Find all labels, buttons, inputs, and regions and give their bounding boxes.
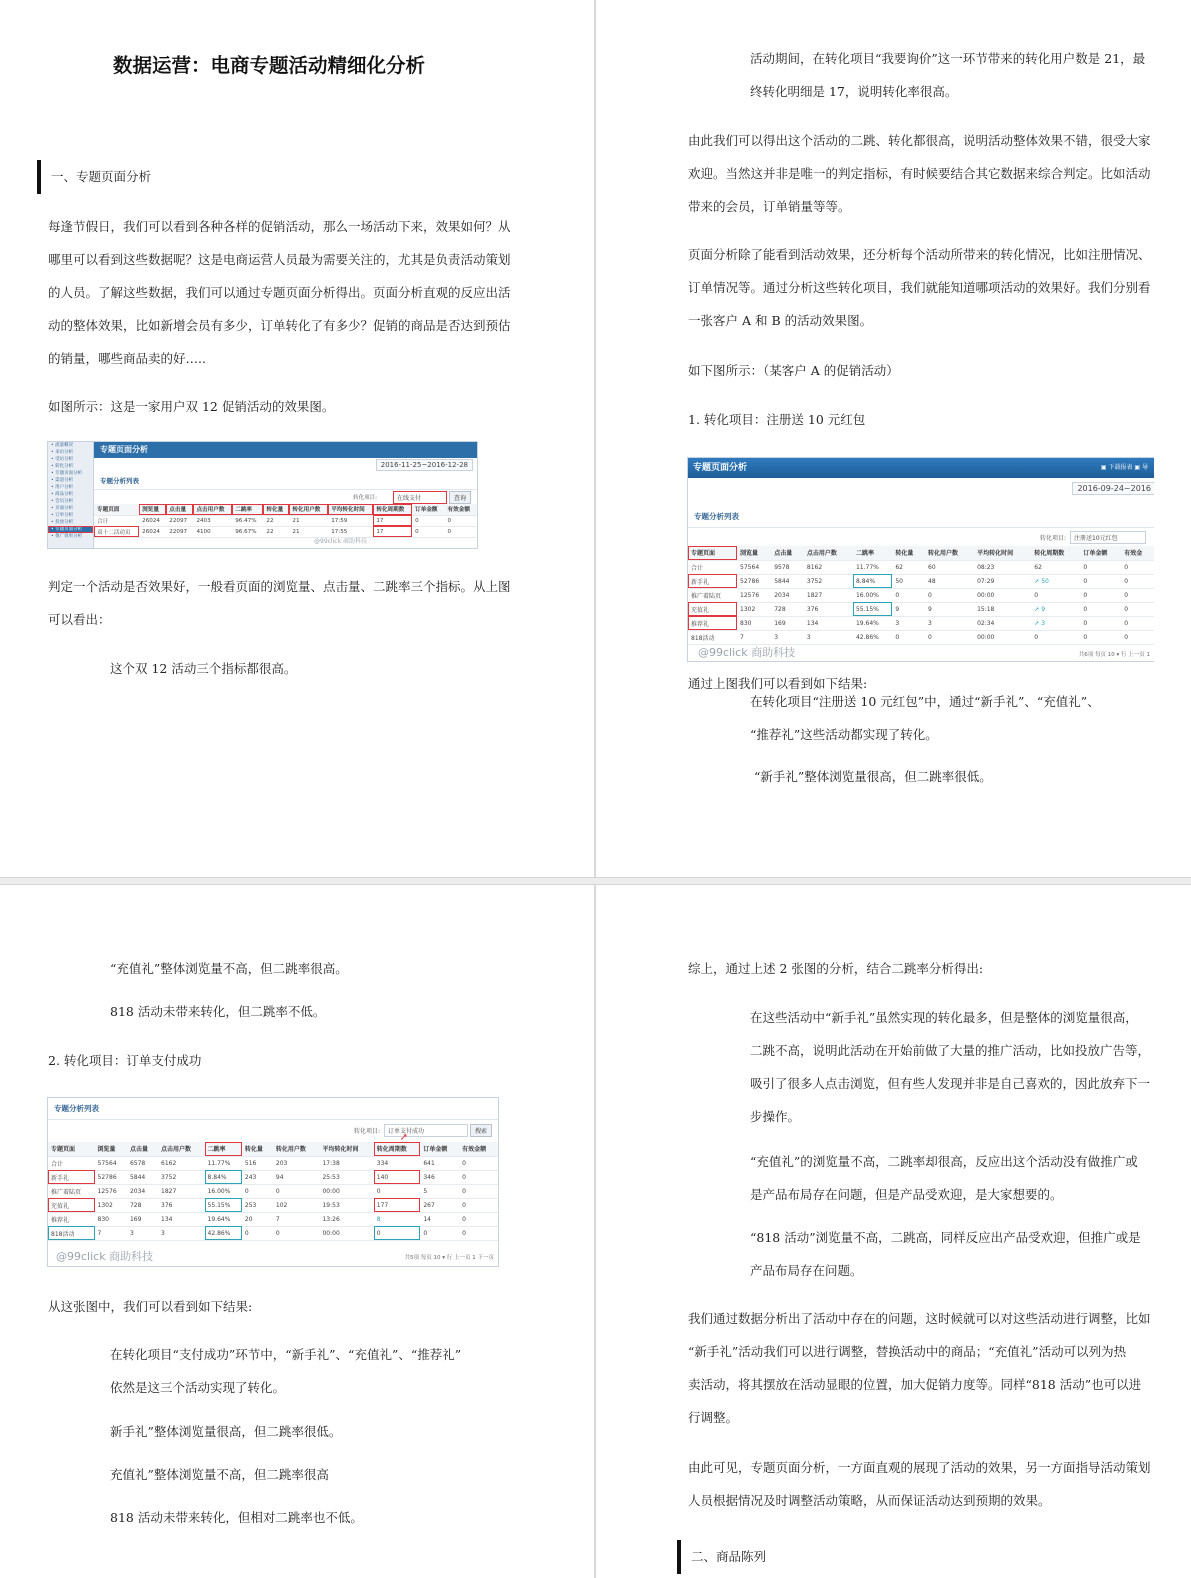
pagination[interactable]: 共5项 每页 10 ▾ 行 上一页 1 下一页 xyxy=(404,1255,494,1261)
paragraph-client-a: 如下图所示：（某客户 A 的促销活动） xyxy=(688,363,899,378)
paragraph-result-recharge-2: 充值礼”整体浏览量不高，但二跳率很高 xyxy=(110,1467,329,1482)
paragraph-metrics: 判定一个活动是否效果好，一般看页面的浏览量、点击量、二跳率三个指标。从上图 可以看出： xyxy=(48,579,511,627)
table-row: 推荐礼 830 169 134 19.64% 20 7 13:26 8 14 0 xyxy=(48,1212,498,1226)
paragraph-analysis-818: “818 活动”浏览量不高，二跳高，同样反应出产品受欢迎，但推广或是 产品布局存在问题。 xyxy=(750,1230,1141,1278)
date-range[interactable]: 2016-11-25~2016-12-28 xyxy=(376,459,473,471)
report-title-bar: 专题页面分析 xyxy=(94,442,477,458)
table-row: 合计 26024 22097 2403 96.47% 22 21 17:59 17 0 0 xyxy=(94,515,477,526)
date-range[interactable]: 2016-09-24~2016 xyxy=(1072,482,1154,495)
filter-label: 转化项目: xyxy=(353,495,377,501)
table-row: 双十二活动页 26024 22097 4100 96.67% 22 21 17:55 17 0 0 xyxy=(94,526,477,537)
paragraph-results-2: 在转化项目“支付成功”环节中，“新手礼”、“充值礼”、“推荐礼” 依然是这三个活动实现了转化。 xyxy=(110,1347,462,1395)
watermark: @99click 商助科技 xyxy=(314,538,367,545)
report-subtitle: 专题分析列表 xyxy=(48,1098,498,1120)
paragraph-results-1: 在转化项目“注册送 10 元红包”中，通过“新手礼”、“充值礼”、 “推荐礼”这些活动都实现了转化。 xyxy=(750,694,1100,742)
page-divider-vertical xyxy=(594,0,596,1578)
paragraph-results-intro-2: 从这张图中，我们可以看到如下结果: xyxy=(48,1299,253,1314)
paragraph-conversion: 活动期间，在转化项目“我要询价”这一环节带来的转化用户数是 21，最 终转化明细是 17，说明转化率很高。 xyxy=(750,51,1146,99)
table-row: 新手礼 52786 5844 3752 8.84% 50 48 07:29 ➚ 50 0 0 xyxy=(688,574,1154,588)
watermark: @99click 商助科技 xyxy=(698,646,796,659)
paragraph-analysis-recharge: “充值礼”的浏览量不高，二跳率却很高，反应出这个活动没有做推广或 是产品布局存在问题，但是产品受欢迎，是大家想要的。 xyxy=(750,1154,1138,1202)
query-button[interactable]: 查询 xyxy=(449,491,471,504)
paragraph-intro: 每逢节假日，我们可以看到各种各样的促销活动，那么一场活动下来，效果如何？从 哪里可以看到这些数据呢？这是电商运营人员最为需要关注的，尤其是负责活动策划 的人员。了解这些数据，我们可以通过专题页面分析得出。页面分析直观的反应出活 动的整体效果，比如新增会员有多少，订单转化了有多少？促销的商品是否达到预估 的销量，哪些商品卖的好….. xyxy=(48,219,511,366)
table-row: 充值礼 1302 728 376 55.15% 9 9 15:18 ➚ 9 0 0 xyxy=(688,602,1154,616)
page-divider-horizontal xyxy=(0,877,1191,885)
pagination[interactable]: 共6项 每页 10 ▾ 行 上一页 1 xyxy=(1078,652,1150,658)
report-screenshot-3 xyxy=(47,1097,499,1267)
paragraph-figure-intro: 如图所示：这是一家用户双 12 促销活动的效果图。 xyxy=(48,399,335,414)
paragraph-result-818-2: 818 活动未带来转化，但相对二跳率也不低。 xyxy=(110,1510,363,1525)
trend-arrow-icon: ➚ xyxy=(1034,605,1040,613)
paragraph-result-newbie: “新手礼”整体浏览量很高，但二跳率很低。 xyxy=(754,769,992,784)
report-subtitle: 专题分析列表 xyxy=(94,472,477,490)
report-table-2: 专题页面 浏览量 点击量 点击用户数 二跳率 转化量 转化用户数 平均转化时间 转化周期数 订单金额 有效金 合计 57564 9578 8162 11.77% 62 60 08:23 62 0 0 新手礼 52786 5844 3752 8.84% 50 48 07:29 ➚ 50 0 0 推广着陆页 12576 2034 1827 16.00% 0 0 00:00 0 0 0 充值礼 1302 728 376 55.15% 9 9 15:18 ➚ 9 0 0 推荐礼 830 169 134 19.64% 3 3 02:34 ➚ 3 0 0 818活动 7 3 3 42.86% 0 0 00:00 0 0 0 xyxy=(688,546,1154,645)
section-heading-2: 二、商品陈列 xyxy=(677,1540,766,1574)
table-row: 合计 57564 9578 8162 11.77% 62 60 08:23 62 0 0 xyxy=(688,560,1154,574)
report-screenshot-2 xyxy=(687,457,1154,662)
report-subtitle: 专题分析列表 xyxy=(688,506,1154,528)
table-row: 818活动 7 3 3 42.86% 0 0 00:00 0 0 0 xyxy=(48,1226,498,1240)
section-heading-1: 一、专题页面分析 xyxy=(37,160,151,194)
paragraph-page-analysis: 页面分析除了能看到活动效果，还分析每个活动所带来的转化情况，比如注册情况、 订单情况等。通过分析这些转化项目，我们就能知道哪项活动的效果好。我们分别看 一张客户 A 和 B 的活动效果图。 xyxy=(688,247,1151,328)
paragraph-result-818: 818 活动未带来转化，但二跳率不低。 xyxy=(110,1004,326,1019)
paragraph-final: 由此可见，专题页面分析，一方面直观的展现了活动的效果，另一方面指导活动策划 人员根据情况及时调整活动策略，从而保证活动达到预期的效果。 xyxy=(688,1460,1151,1508)
paragraph-item-2: 2. 转化项目：订单支付成功 xyxy=(48,1053,202,1068)
watermark: @99click 商助科技 xyxy=(56,1250,154,1263)
search-button[interactable]: 搜索 xyxy=(470,1124,492,1137)
table-row: 818活动 7 3 3 42.86% 0 0 00:00 0 0 0 xyxy=(688,630,1154,644)
table-row: 合计 57564 6578 6162 11.77% 516 203 17:38 334 641 0 xyxy=(48,1156,498,1170)
table-row: 推广着陆页 12576 2034 1827 16.00% 0 0 00:00 0 5 0 xyxy=(48,1184,498,1198)
toolbar-links[interactable]: ▣ 下载报表 ▣ 导 xyxy=(1100,464,1148,471)
paragraph-summary: 由此我们可以得出这个活动的二跳、转化都很高，说明活动整体效果不错，很受大家 欢迎。当然这并非是唯一的判定指标，有时候要结合其它数据来综合判定。比如活动 带来的会员，订单销量等等。 xyxy=(688,133,1151,214)
pointer-arrow-icon: ➚ xyxy=(399,1132,408,1143)
trend-arrow-icon: ➚ xyxy=(1034,619,1040,627)
filter-label: 转化项目: xyxy=(353,1128,380,1135)
table-row: 推广着陆页 12576 2034 1827 16.00% 0 0 00:00 0 0 0 xyxy=(688,588,1154,602)
paragraph-analysis-newbie: 在这些活动中“新手礼”虽然实现的转化最多，但是整体的浏览量很高， 二跳不高，说明此活动在开始前做了大量的推广活动，比如投放广告等， 吸引了很多人点击浏览，但有些人发现并非是自己喜欢的，因此放弃下一 步操作。 xyxy=(750,1010,1151,1124)
paragraph-adjustments: 我们通过数据分析出了活动中存在的问题，这时候就可以对这些活动进行调整，比如 “新手礼”活动我们可以进行调整，替换活动中的商品；“充值礼”活动可以列为热 卖活动，将其摆放在活动显眼的位置，加大促销力度等。同样“818 活动”也可以进 行调整。 xyxy=(688,1311,1151,1425)
report-sidebar: • 流量概况 • 来访分析 • 受访分析 • 转化分析 • 专题页面分析 • 渠道分析 • 用户分析 • 商品分析 • 会员分析 • 页面分析 • 订单分析 • 投放分析 • 专题页面分析 • 推广效果分析 xyxy=(48,442,94,549)
conversion-select[interactable]: 注册送10元红包 xyxy=(1070,531,1146,544)
table-row: 充值礼 1302 728 376 55.15% 253 102 19:53 177 267 0 xyxy=(48,1198,498,1212)
conversion-select[interactable]: 订单支付成功 xyxy=(384,1124,468,1137)
report-screenshot-1 xyxy=(47,441,478,549)
table-row: 推荐礼 830 169 134 19.64% 3 3 02:34 ➚ 3 0 0 xyxy=(688,616,1154,630)
report-title-bar: 专题页面分析 xyxy=(688,458,1154,478)
paragraph-overall: 综上，通过上述 2 张图的分析，结合二跳率分析得出: xyxy=(688,961,984,976)
paragraph-item-1: 1. 转化项目：注册送 10 元红包 xyxy=(688,412,866,427)
table-row: 新手礼 52786 5844 3752 8.84% 243 94 25:53 140 346 0 xyxy=(48,1170,498,1184)
paragraph-result-recharge: “充值礼”整体浏览量不高，但二跳率很高。 xyxy=(110,961,348,976)
paragraph-result-newbie-2: 新手礼”整体浏览量很高，但二跳率很低。 xyxy=(110,1424,342,1439)
paragraph-conclusion-1: 这个双 12 活动三个指标都很高。 xyxy=(110,661,297,676)
report-table-1: 专题页面 浏览量 点击量 点击用户数 二跳率 转化量 转化用户数 平均转化时间 转化周期数 订单金额 有效金额 合计 26024 22097 2403 96.47% 22 21 17:59 17 0 0 双十二活动页 26024 22097 4100 96.67% 22 21 17:55 17 0 0 xyxy=(94,504,477,538)
trend-arrow-icon: ➚ xyxy=(1034,577,1040,585)
conversion-select[interactable]: 在线支付 xyxy=(393,491,447,504)
report-table-3: 专题页面 浏览量 点击量 点击用户数 二跳率 转化量 转化用户数 平均转化时间 转化周期数 订单金额 有效金额 合计 57564 6578 6162 11.77% 516 203 17:38 334 641 0 新手礼 52786 5844 3752 8.84% 243 94 25:53 140 346 0 推广着陆页 12576 2034 1827 16.00% 0 0 00:00 0 5 0 充值礼 1302 728 376 55.15% 253 102 19:53 177 267 0 推荐礼 830 169 134 19.64% 20 7 13:26 8 14 0 818活动 7 3 3 42.86% 0 0 00:00 0 0 0 xyxy=(48,1142,498,1241)
filter-label: 转化项目: xyxy=(1039,535,1066,542)
paragraph-results-intro: 通过上图我们可以看到如下结果: xyxy=(688,676,868,691)
doc-title: 数据运营：电商专题活动精细化分析 xyxy=(113,54,426,77)
